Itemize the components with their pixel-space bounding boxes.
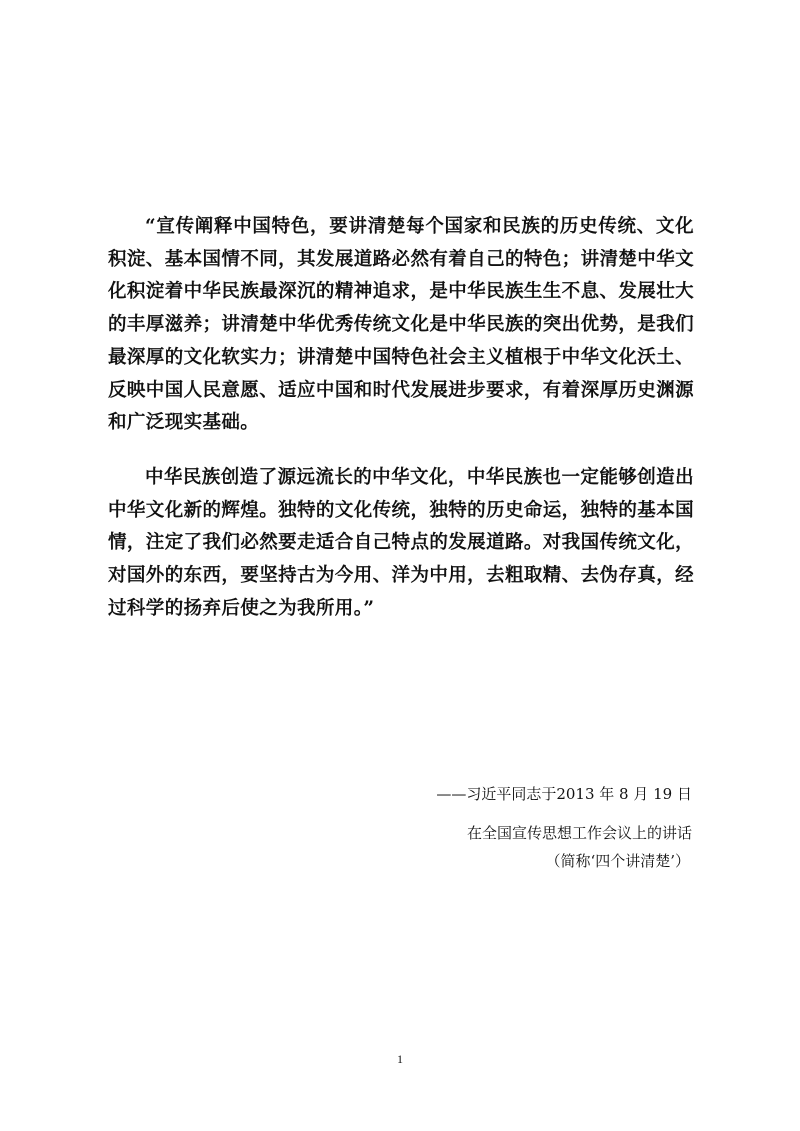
quote-body (108, 211, 694, 625)
attribution-date-line: ——习近平同志于2013 年 8 月 19 日 (436, 785, 692, 803)
quote-paragraph-1: “宣传阐释中国特色，要讲清楚每个国家和民族的历史传统、文化积淀、基本国情不同，其发展道路必然有着自己的特色；讲清楚中华文化积淀着中华民族最深沉的精神追求，是中华民族生生不息、发展壮大的丰厚滋养；讲清楚中华优秀传统文化是中华民族的突出优势，是我们最深厚的文化软实力；讲清楚中国特色社会主义植根于中华文化沃土、反映中国人民意愿、适应中国和时代发展进步要求，有着深厚历史渊源和广泛现实基础。 (108, 216, 694, 434)
attribution-shortname-line: （简称‘四个讲清楚’） (545, 852, 690, 870)
attribution-event-line: 在全国宣传思想工作会议上的讲话 (466, 824, 692, 842)
page-number: 1 (397, 1052, 403, 1066)
quote-paragraph-2: 中华民族创造了源远流长的中华文化，中华民族也一定能够创造出中华文化新的辉煌。独特的文化传统，独特的历史命运，独特的基本国情，注定了我们必然要走适合自己特点的发展道路。对我国传统文化，对国外的东西，要坚持古为今用、洋为中用，去粗取精、去伪存真，经过科学的扬弃后使之为我所用。” (108, 466, 694, 619)
